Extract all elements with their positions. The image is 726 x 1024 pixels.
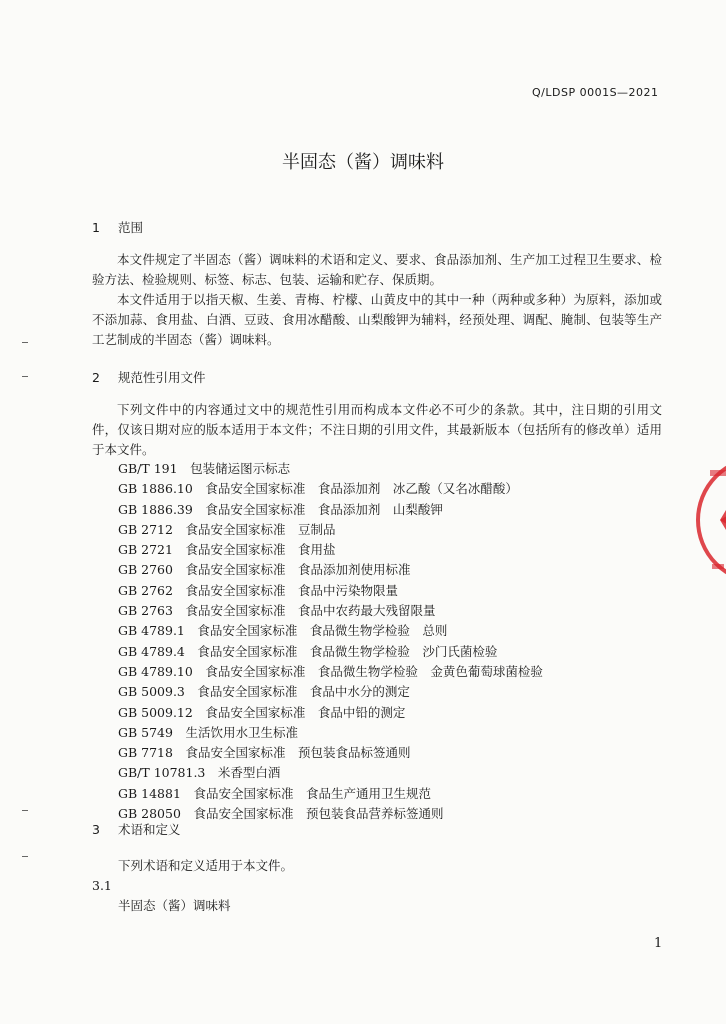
term-name: 半固态（酱）调味料 — [118, 898, 231, 913]
section-title: 范围 — [118, 220, 144, 235]
reference-item — [118, 784, 543, 804]
reference-title: 食品安全国家标准 食品中水分的测定 — [197, 684, 410, 700]
reference-code: GB 5009.12 — [118, 704, 193, 720]
reference-title: 食品安全国家标准 食品添加剂 山梨酸钾 — [205, 501, 443, 517]
standard-code: Q/LDSP 0001S—2021 — [532, 86, 659, 99]
reference-title: 食品安全国家标准 食品微生物学检验 沙门氏菌检验 — [197, 643, 498, 659]
reference-code: GB/T 10781.3 — [118, 765, 206, 781]
reference-item — [118, 540, 543, 560]
reference-code: GB 2763 — [118, 603, 173, 619]
reference-list — [118, 459, 543, 824]
section-3-intro: 下列术语和定义适用于本文件。 — [118, 858, 294, 873]
reference-item — [118, 621, 543, 641]
reference-title: 生活饮用水卫生标准 — [185, 724, 298, 740]
reference-code: GB 5009.3 — [118, 684, 185, 700]
reference-item — [118, 479, 543, 499]
reference-code: GB 2762 — [118, 582, 173, 598]
section-2-intro: 下列文件中的内容通过文中的规范性引用而构成本文件必不可少的条款。其中，注日期的引用文件，仅该日期对应的版本适用于本文件；不注日期的引用文件，其最新版本（包括所有的修改单）适用于本文件。 — [92, 402, 662, 457]
page-number: 1 — [654, 936, 663, 951]
reference-title: 食品安全国家标准 豆制品 — [185, 521, 336, 537]
margin-mark — [22, 376, 28, 377]
margin-mark — [22, 856, 28, 857]
reference-item — [118, 662, 543, 682]
reference-title: 食品安全国家标准 食品中农药最大残留限量 — [185, 603, 436, 619]
reference-item — [118, 682, 543, 702]
official-seal-icon — [690, 440, 726, 600]
reference-code: GB 14881 — [118, 785, 181, 801]
reference-code: GB 4789.10 — [118, 663, 193, 679]
reference-item — [118, 500, 543, 520]
reference-item — [118, 642, 543, 662]
reference-code: GB 4789.4 — [118, 643, 185, 659]
reference-title: 食品安全国家标准 预包装食品营养标签通则 — [193, 806, 444, 822]
reference-code: GB 2721 — [118, 542, 173, 558]
section-2-heading — [92, 368, 206, 386]
reference-code: GB 2760 — [118, 562, 173, 578]
margin-mark — [22, 342, 28, 343]
reference-title: 米香型白酒 — [217, 765, 281, 781]
reference-item — [118, 581, 543, 601]
section-1-paragraph-2: 本文件适用于以指天椒、生姜、青梅、柠檬、山黄皮中的其中一种（两种或多种）为原料，添加或不添加蒜、食用盐、白酒、豆豉、食用冰醋酸、山梨酸钾为辅料，经预处理、调配、腌制、包装等生产工艺制成的半固态（酱）调味料。 — [92, 292, 662, 347]
section-title: 规范性引用文件 — [118, 370, 206, 385]
reference-item — [118, 459, 543, 479]
reference-item — [118, 703, 543, 723]
reference-title: 食品安全国家标准 食品中污染物限量 — [185, 582, 398, 598]
reference-title: 食品安全国家标准 食品添加剂使用标准 — [185, 562, 411, 578]
section-number: 2 — [92, 370, 100, 385]
reference-item — [118, 560, 543, 580]
reference-code: GB 1886.39 — [118, 501, 193, 517]
reference-code: GB 28050 — [118, 806, 181, 822]
section-1-paragraph-1: 本文件规定了半固态（酱）调味料的术语和定义、要求、食品添加剂、生产加工过程卫生要求、检验方法、检验规则、标签、标志、包装、运输和贮存、保质期。 — [92, 252, 662, 287]
section-1-heading — [92, 218, 143, 236]
reference-code: GB 1886.10 — [118, 481, 193, 497]
reference-code: GB 4789.1 — [118, 623, 185, 639]
reference-title: 食品安全国家标准 食品微生物学检验 总则 — [197, 623, 448, 639]
section-title: 术语和定义 — [118, 822, 181, 837]
reference-item — [118, 763, 543, 783]
reference-item — [118, 723, 543, 743]
reference-code: GB 5749 — [118, 724, 173, 740]
reference-title: 食品安全国家标准 食用盐 — [185, 542, 336, 558]
section-number: 3 — [92, 822, 100, 837]
reference-title: 食品安全国家标准 食品生产通用卫生规范 — [193, 785, 431, 801]
reference-title: 食品安全国家标准 食品微生物学检验 金黄色葡萄球菌检验 — [205, 663, 543, 679]
reference-item — [118, 601, 543, 621]
reference-title: 食品安全国家标准 食品中铅的测定 — [205, 704, 406, 720]
reference-code: GB 2712 — [118, 521, 173, 537]
page-title: 半固态（酱）调味料 — [282, 152, 444, 173]
section-3-heading — [92, 820, 181, 838]
reference-code: GB 7718 — [118, 745, 173, 761]
section-number: 1 — [92, 220, 100, 235]
reference-item — [118, 520, 543, 540]
reference-code: GB/T 191 — [118, 461, 178, 476]
reference-title: 包装储运图示标志 — [190, 461, 291, 476]
margin-mark — [22, 810, 28, 811]
reference-title: 食品安全国家标准 预包装食品标签通则 — [185, 745, 411, 761]
reference-title: 食品安全国家标准 食品添加剂 冰乙酸（又名冰醋酸） — [205, 481, 518, 497]
reference-item — [118, 804, 543, 824]
term-number: 3.1 — [92, 878, 112, 893]
reference-item — [118, 743, 543, 763]
